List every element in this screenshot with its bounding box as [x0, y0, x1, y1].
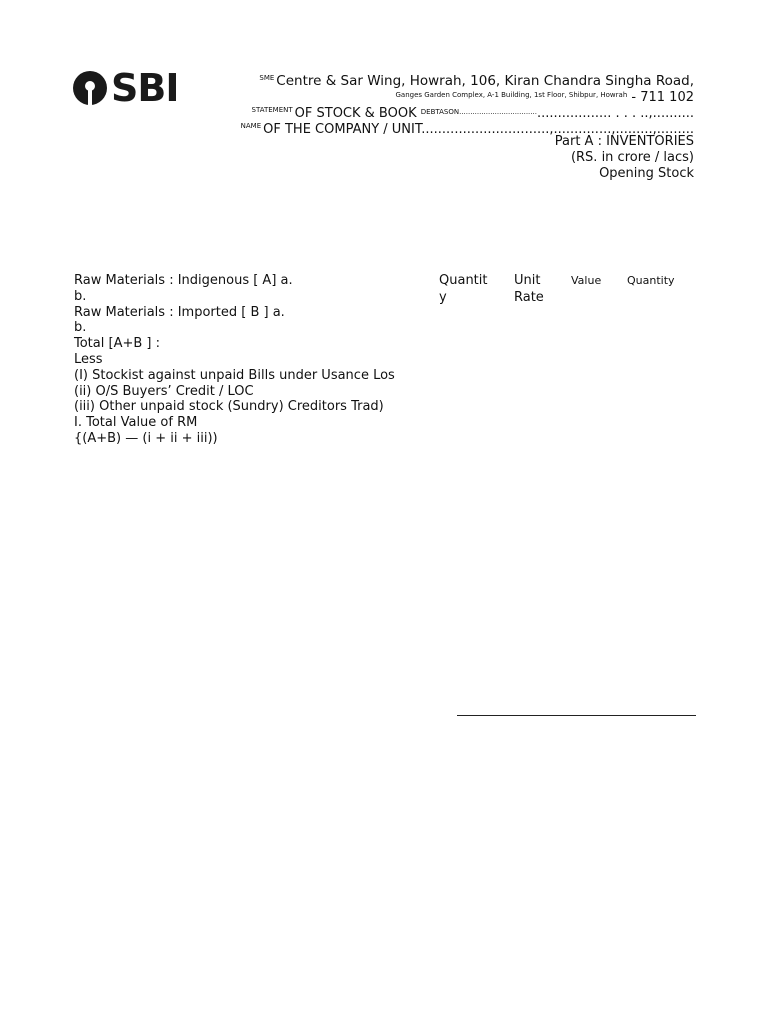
column-header-unit-rate-line2: Rate	[514, 289, 544, 305]
row-stockist-unpaid: (I) Stockist against unpaid Bills under Usance Los	[74, 367, 395, 383]
row-raw-indigenous-b: b.	[74, 288, 87, 304]
header-statement-text: OF STOCK & BOOK	[294, 106, 417, 121]
row-raw-imported-b: b.	[74, 320, 87, 336]
row-less: Less	[74, 351, 103, 367]
sbi-keyhole-icon	[72, 70, 108, 106]
row-total-ab: Total [A+B ] :	[74, 336, 160, 352]
signature-line	[457, 715, 696, 716]
header-statement-prefix: STATEMENT	[251, 106, 293, 114]
header-debts-small: DEBTASON...................................	[420, 108, 537, 116]
row-buyers-credit: (ii) O/S Buyers’ Credit / LOC	[74, 383, 254, 399]
column-header-quantity	[439, 273, 487, 306]
header-company-text: OF THE COMPANY / UNIT...............................,..............,.........,.........	[263, 122, 694, 137]
header-name-prefix: NAME	[240, 122, 262, 130]
row-total-rm: I. Total Value of RM	[74, 415, 198, 431]
header-statement-dots: .................. . . . ..,..........	[536, 106, 694, 121]
column-header-unit-rate	[514, 273, 544, 306]
column-header-value: Value	[571, 274, 602, 287]
column-header-unit-rate-line1: Unit	[514, 273, 541, 288]
row-formula: {(A+B) — (i + ii + iii))	[74, 430, 218, 446]
row-raw-indigenous-a: Raw Materials : Indigenous [ A] a.	[74, 273, 293, 288]
row-other-unpaid: (iii) Other unpaid stock (Sundry) Creditors Trad)	[74, 399, 384, 415]
logo-text: SBI	[111, 66, 179, 110]
column-header-quantity-2: Quantity	[627, 274, 675, 287]
header-currency: (RS. in crore / lacs)	[570, 150, 694, 165]
inventory-rows	[74, 273, 395, 447]
column-header-quantity-line2: y	[439, 289, 447, 305]
header-address-line: Centre & Sar Wing, Howrah, 106, Kiran Chandra Singha Road,	[276, 73, 694, 89]
header-part-a: Part A : INVENTORIES	[554, 134, 694, 149]
row-raw-imported-a: Raw Materials : Imported [ B ] a.	[74, 304, 285, 320]
header-sme-prefix: SME	[259, 74, 275, 82]
sbi-logo	[72, 68, 178, 108]
header-address-small: Ganges Garden Complex, A-1 Building, 1st Floor, Shibpur, Howrah	[395, 91, 628, 99]
header-pin: - 711 102	[631, 90, 694, 105]
column-header-quantity-line1: Quantit	[439, 273, 488, 288]
header-opening-stock: Opening Stock	[599, 166, 694, 181]
